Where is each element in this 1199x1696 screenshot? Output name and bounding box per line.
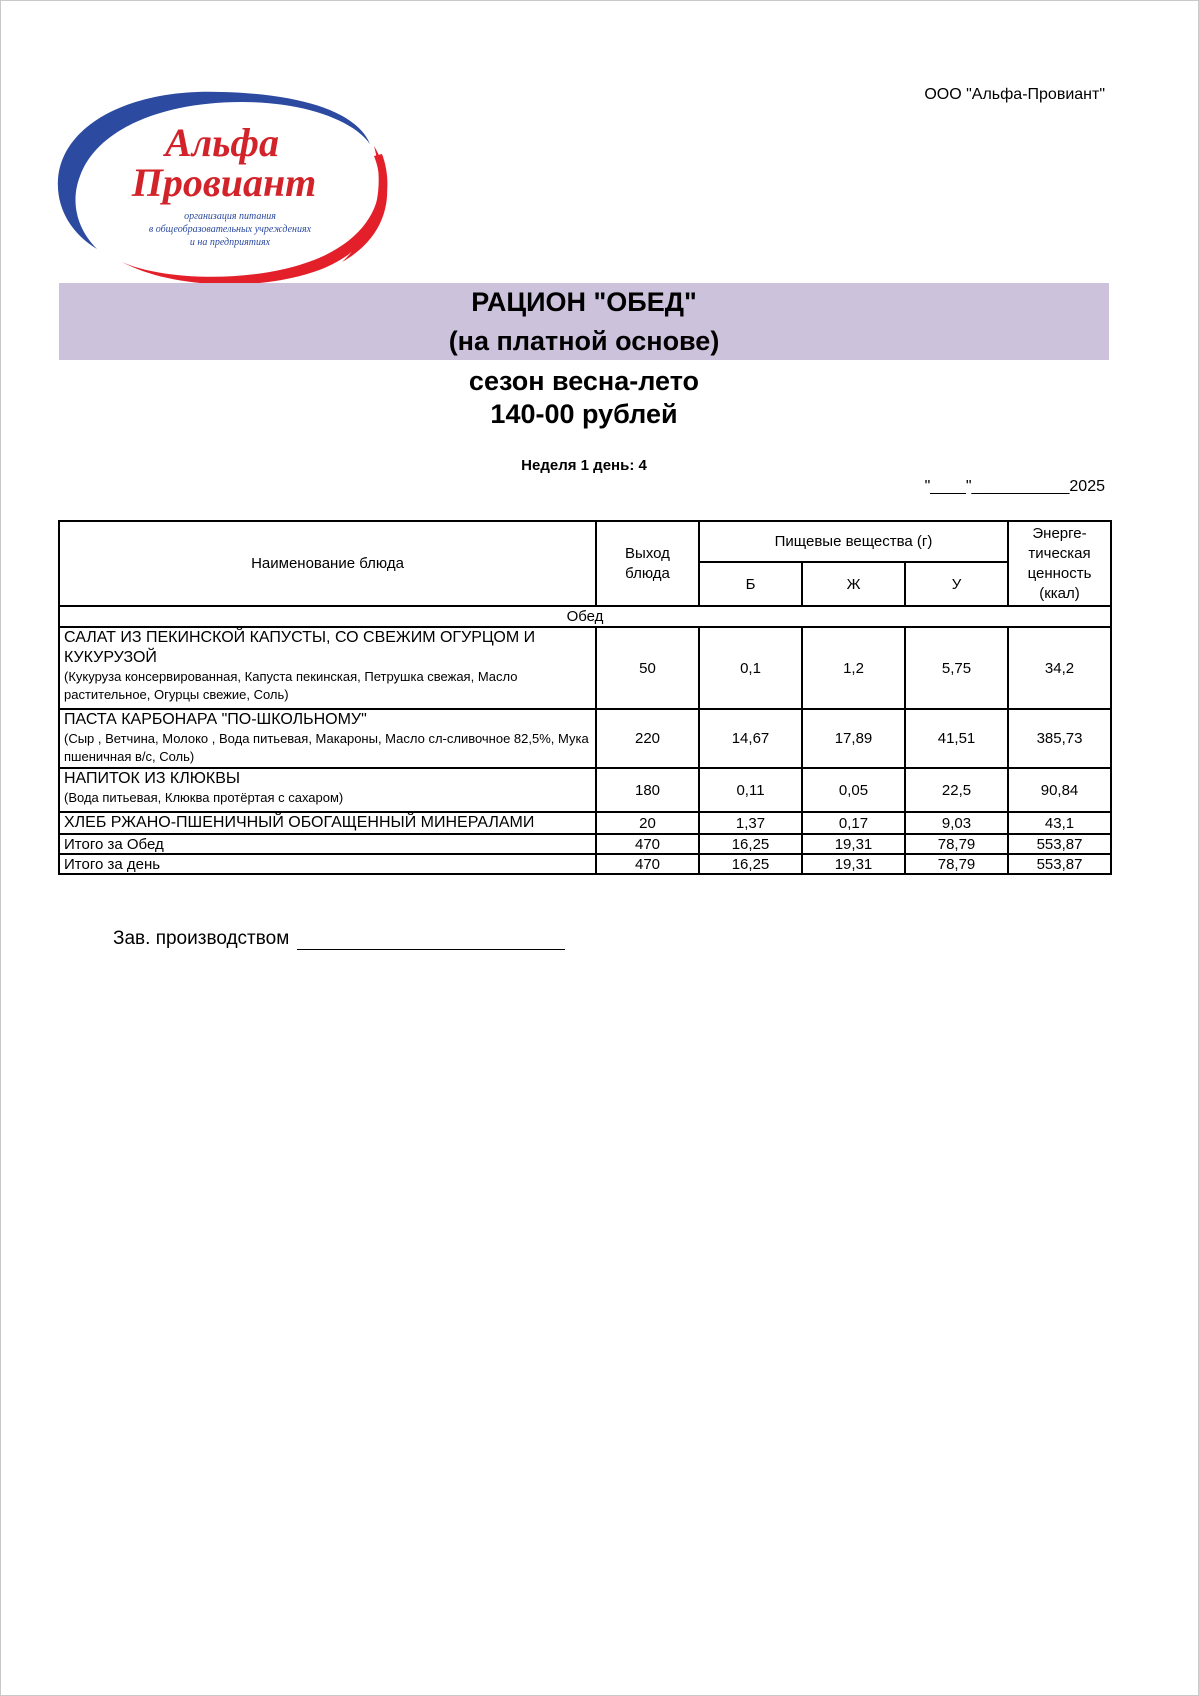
dish-energy: 43,1 <box>1008 812 1111 834</box>
total-protein: 16,25 <box>699 834 802 854</box>
header-nutrients: Пищевые вещества (г) <box>699 521 1008 562</box>
signature-block <box>113 928 565 950</box>
total-carbs: 78,79 <box>905 834 1008 854</box>
title-line-3: сезон весна-лето <box>468 366 700 396</box>
header-energy: Энерге-тическая ценность (ккал) <box>1008 521 1111 606</box>
dish-cell <box>59 627 596 709</box>
dish-energy: 90,84 <box>1008 768 1111 812</box>
section-title: Обед <box>59 606 1111 627</box>
total-energy: 553,87 <box>1008 854 1111 874</box>
dish-protein: 1,37 <box>699 812 802 834</box>
total-label: Итого за день <box>59 854 596 874</box>
dish-protein: 0,1 <box>699 627 802 709</box>
dish-fat: 0,05 <box>802 768 905 812</box>
dish-name: ХЛЕБ РЖАНО-ПШЕНИЧНЫЙ ОБОГАЩЕННЫЙ МИНЕРАЛАМИ <box>64 814 535 831</box>
logo-tagline1: организация питания <box>184 211 276 222</box>
header-fat: Ж <box>802 562 905 606</box>
dish-carbs: 41,51 <box>905 709 1008 768</box>
dish-energy: 385,73 <box>1008 709 1111 768</box>
dish-name: САЛАТ ИЗ ПЕКИНСКОЙ КАПУСТЫ, СО СВЕЖИМ ОГУРЦОМ И КУКУРУЗОЙ <box>64 629 536 666</box>
total-energy: 553,87 <box>1008 834 1111 854</box>
title-line-1: РАЦИОН "ОБЕД" <box>471 287 697 317</box>
logo-line2: Провиант <box>131 160 317 205</box>
dish-ingredients: (Кукуруза консервированная, Капуста пекинская, Петрушка свежая, Масло растительное, Огурцы свежие, Соль) <box>64 669 518 702</box>
header-name: Наименование блюда <box>59 521 596 606</box>
table-row <box>59 709 1111 768</box>
dish-energy: 34,2 <box>1008 627 1111 709</box>
total-yield: 470 <box>596 834 699 854</box>
dish-carbs: 22,5 <box>905 768 1008 812</box>
signature-label: Зав. производством <box>113 928 290 949</box>
total-protein: 16,25 <box>699 854 802 874</box>
logo-line1: Альфа <box>164 120 280 165</box>
total-carbs: 78,79 <box>905 854 1008 874</box>
dish-cell <box>59 812 596 834</box>
table-row <box>59 768 1111 812</box>
dish-cell <box>59 768 596 812</box>
total-row <box>59 834 1111 854</box>
table-row <box>59 812 1111 834</box>
total-fat: 19,31 <box>802 834 905 854</box>
week-day-label: Неделя 1 день: 4 <box>521 457 647 474</box>
dish-name: НАПИТОК ИЗ КЛЮКВЫ <box>64 770 241 787</box>
company-name: ООО "Альфа-Провиант" <box>924 86 1105 103</box>
signature-line <box>297 931 565 950</box>
title-line-4: 140-00 рублей <box>490 399 678 429</box>
header-yield: Выход блюда <box>596 521 699 606</box>
dish-ingredients: (Вода питьевая, Клюква протёртая с сахаром) <box>64 790 344 805</box>
dish-protein: 14,67 <box>699 709 802 768</box>
dish-yield: 220 <box>596 709 699 768</box>
title-line-2: (на платной основе) <box>448 326 720 356</box>
menu-table <box>58 520 1112 875</box>
logo-tagline2: в общеобразовательных учреждениях <box>148 224 312 235</box>
dish-carbs: 9,03 <box>905 812 1008 834</box>
dish-name: ПАСТА КАРБОНАРА "ПО-ШКОЛЬНОМУ" <box>64 711 367 728</box>
date-field: "____"___________2025 <box>924 478 1105 495</box>
header-carbs: У <box>905 562 1008 606</box>
dish-fat: 0,17 <box>802 812 905 834</box>
dish-cell <box>59 709 596 768</box>
dish-fat: 17,89 <box>802 709 905 768</box>
total-row <box>59 854 1111 874</box>
dish-fat: 1,2 <box>802 627 905 709</box>
dish-yield: 20 <box>596 812 699 834</box>
total-label: Итого за Обед <box>59 834 596 854</box>
total-yield: 470 <box>596 854 699 874</box>
dish-yield: 50 <box>596 627 699 709</box>
dish-protein: 0,11 <box>699 768 802 812</box>
company-logo <box>52 84 392 289</box>
dish-yield: 180 <box>596 768 699 812</box>
total-fat: 19,31 <box>802 854 905 874</box>
dish-ingredients: (Сыр , Ветчина, Молоко , Вода питьевая, Макароны, Масло сл-сливочное 82,5%, Мука пшеничная в/с, Соль) <box>64 731 589 764</box>
header-protein: Б <box>699 562 802 606</box>
table-row <box>59 627 1111 709</box>
dish-carbs: 5,75 <box>905 627 1008 709</box>
logo-tagline3: и на предприятиях <box>189 237 271 248</box>
